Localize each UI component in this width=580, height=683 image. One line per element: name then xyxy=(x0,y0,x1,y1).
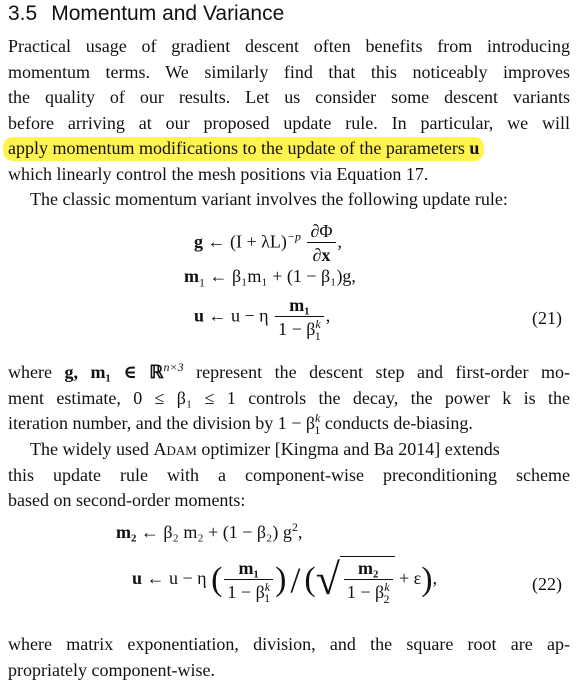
eq22-comma: , xyxy=(433,568,438,588)
eq22-den1-text: 1 − β xyxy=(227,582,264,602)
text-where: where xyxy=(8,362,52,382)
inline-math-g-m1: g, m₁ ∈ ℝ xyxy=(65,362,164,382)
section-heading xyxy=(8,2,284,26)
text-continuation: represent the descent step and first-order mo- xyxy=(196,362,570,382)
text-line: propriately component-wise. xyxy=(8,658,570,683)
eq22-u-rhs: u − η xyxy=(169,568,207,588)
eq21-u-fraction xyxy=(275,294,324,341)
section-title: Momentum and Variance xyxy=(51,2,284,25)
paragraph-classic-momentum xyxy=(8,187,570,213)
paragraph-component-wise xyxy=(8,632,570,683)
eq21-u-denominator: $1 - \beta^k_1$ xyxy=(275,317,324,341)
text-line: Practical usage of gradient descent often benefits from introducing xyxy=(8,34,570,60)
eq22-den2: $1 - \beta^k_2$ xyxy=(344,580,393,604)
eq22-m2-comma: , xyxy=(298,522,303,542)
eq21-line-g xyxy=(194,220,342,267)
eq21-u-lhs: u ← xyxy=(194,306,227,326)
text-line: where matrix exponentiation, division, and the square root are ap- xyxy=(8,632,570,658)
eq22-epsilon: + ε xyxy=(399,568,421,588)
equation-number-22: (22) xyxy=(532,574,562,595)
eq21-g-comma: , xyxy=(338,232,343,252)
eq22-line-u: u ← u − η ( $\frac{\text{m₁}}{1 - \beta^k_1}$ ) / (√ $\frac{\text{m₂}}{1 - \beta^k_2}$ + ε), xyxy=(132,556,437,604)
eq22-u-lhs: u ← xyxy=(132,568,165,588)
equation-22 xyxy=(8,518,570,628)
eq22-den1: $1 - \beta^k_1$ xyxy=(224,580,273,604)
eq21-g-exponent: −p xyxy=(287,230,301,244)
text-line: the quality of our results. Let us consider some descent variants xyxy=(8,85,570,111)
text-line: before arriving at our proposed update rule. In particular, we will xyxy=(8,111,570,137)
eq22-m2-rhs: β₂ m₂ + (1 − β₂) g xyxy=(163,522,291,542)
text-line: iteration number, and the division by $1 - \beta^k_1$ conducts de-biasing. xyxy=(8,411,570,437)
eq21-g-denominator: ∂x xyxy=(307,243,335,267)
eq22-num2: m₂ xyxy=(344,557,393,580)
eq21-m1-lhs: m xyxy=(184,266,199,286)
eq21-g-operator: (I + λL) xyxy=(230,232,287,252)
equation-number-21: (21) xyxy=(532,308,562,329)
eq22-first-fraction xyxy=(224,557,273,604)
text-line: momentum terms. We similarly find that this noticeably improves xyxy=(8,60,570,86)
text-line: ment estimate, 0 ≤ β₁ ≤ 1 controls the decay, the power k is the xyxy=(8,386,570,412)
text-widely-used: The widely used xyxy=(30,439,149,459)
eq22-num1: m₁ xyxy=(224,557,273,580)
equation-21 xyxy=(8,216,570,350)
eq21-g-numerator: ∂Φ xyxy=(307,220,335,243)
text-optimizer-citation: optimizer [Kingma and Ba 2014] extends xyxy=(201,439,499,459)
text-line: The classic momentum variant involves the following update rule: xyxy=(8,187,570,213)
eq21-g-fraction xyxy=(307,220,335,267)
eq21-m1-rhs: ← β₁m₁ + (1 − β₁)g, xyxy=(210,266,356,286)
inline-math-exponent: n×3 xyxy=(163,360,183,374)
eq22-line-m2 xyxy=(116,522,302,543)
text-line xyxy=(8,360,570,386)
text-line: which linearly control the mesh positions via Equation 17. xyxy=(8,162,570,188)
text-debiasing-b: conducts de-biasing. xyxy=(325,413,473,433)
eq22-square-root: √ $\frac{\text{m₂}}{1 - \beta^k_2}$ xyxy=(316,556,395,604)
eq22-m2-lhs: m₂ ← xyxy=(116,522,159,542)
eq22-m2-exponent: 2 xyxy=(292,520,298,534)
eq21-u-den-text: 1 − β xyxy=(278,319,315,339)
highlighted-phrase: apply momentum modifications to the update of the parameters xyxy=(8,138,465,158)
paragraph-adam xyxy=(8,437,570,514)
text-line: this update rule with a component-wise preconditioning scheme xyxy=(8,463,570,489)
adam-name: Adam xyxy=(153,439,196,459)
eq21-line-u xyxy=(194,294,330,341)
highlighted-line xyxy=(8,136,570,162)
highlighted-text xyxy=(3,137,484,161)
eq22-den2-text: 1 − β xyxy=(347,582,384,602)
eq21-g-lhs: g ← xyxy=(194,232,226,252)
eq21-u-comma: , xyxy=(326,306,331,326)
eq21-u-rhs: u − η xyxy=(231,306,269,326)
text-line: based on second-order moments: xyxy=(8,488,570,514)
paragraph-intro xyxy=(8,34,570,187)
paragraph-where-g xyxy=(8,360,570,437)
text-line xyxy=(8,437,570,463)
symbol-u: u xyxy=(469,138,479,158)
eq21-line-m1: $m_1$ ← β₁m₁ + (1 − β₁)g, xyxy=(184,266,356,287)
text-debiasing-a: iteration number, and the division by 1 − β xyxy=(8,413,315,433)
section-number: 3.5 xyxy=(8,2,37,25)
eq21-u-numerator: m₁ xyxy=(275,294,324,317)
eq22-second-fraction xyxy=(344,557,393,604)
